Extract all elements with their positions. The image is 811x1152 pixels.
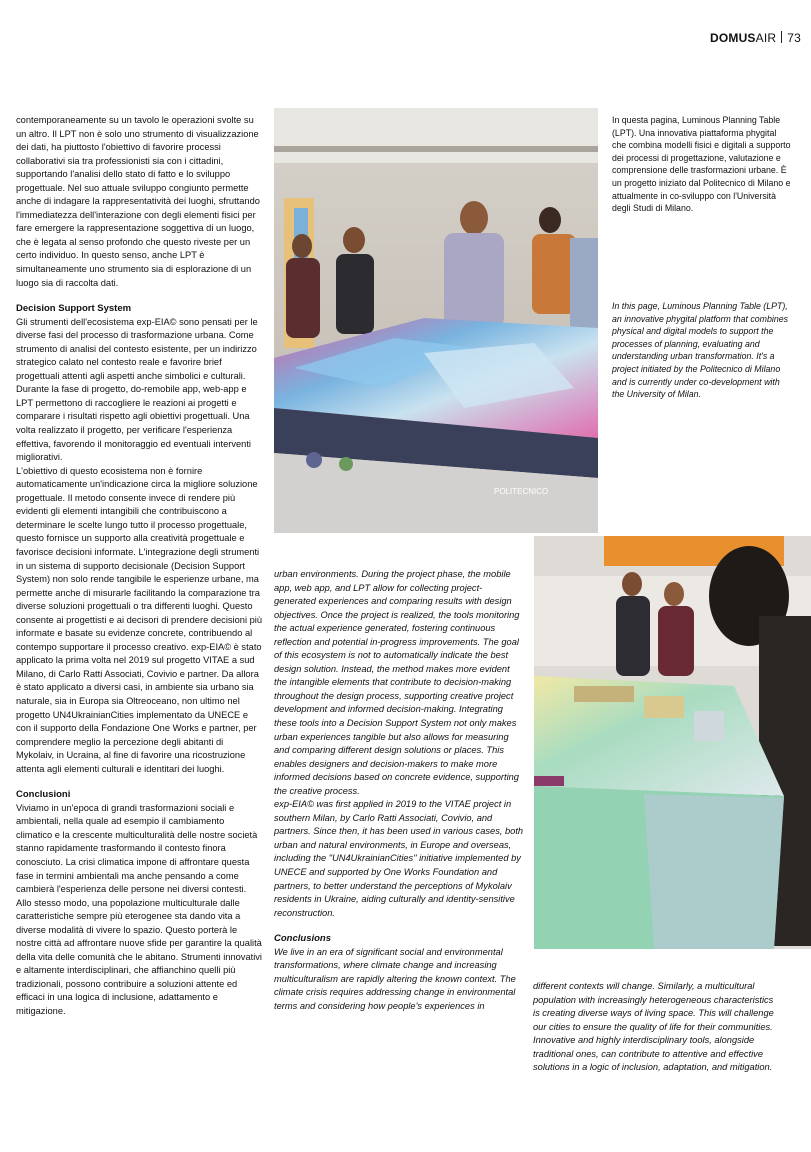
english-text-column — [274, 568, 524, 1014]
english-paragraph: different contexts will change. Similarly, a multicultural population with increasingly heterogeneous characteristics is creating diverse ways of living space. This will challenge our cities to ensure the quality of life for their communities. Innovative and highly interdisciplinary tools, alongside traditional ones, can contribute to attentive and effective solutions in a logic of inclusion, adaptation, and mitigation. — [533, 981, 774, 1073]
section-heading-conclusions: Conclusions — [274, 933, 332, 945]
header-divider — [781, 31, 782, 43]
english-text-column-continued — [533, 980, 778, 1075]
magazine-brand-suffix: AIR — [755, 31, 777, 45]
photo-luminous-planning-table-demo — [534, 536, 811, 949]
italian-paragraph: L'obiettivo di questo ecosistema non è fornire automaticamente un'indicazione circa la migliore soluzione progettuale. Il metodo consente invece di rendere più evidenti gli elementi intangibili che contribuiscono a determinare le scelte lungo tutto il processo progettuale, questo fornisce un supporto alla creatività progettuale e favorisce decisioni informate. L'integrazione degli strumenti in un sistema di supporto decisionale (Decision Support System) non solo rende tangibile le esperienze urbane, ma permette anche di misurarle facilitando la comparazione tra diverse soluzioni progettuali o tra differenti luoghi. Questo consente ai progettisti e ai decisori di prendere decisioni più informate e basate su evidenze concrete, contribuendo al contempo supportare il processo creativo. exp-EIA© è stato applicato la prima volta nel 2019 sul progetto VITAE a sud Milano, di Carlo Ratti Associati, Covivio e partner. Da allora è stato applicato a diversi casi, in ambiente sia urbano sia naturale, sia in Europa sia Oltreoceano, non ultimo nel progetto UN4UkrainianCities implementato da UNECE e con il supporto della Fondazione One Works e partner, per comprendere meglio la percezione degli abitanti di Mykolaiv, in Ucraina, al fine di favorire una ricostruzione attenta agli elementi culturali e identitari dei luoghi. — [16, 465, 262, 774]
english-paragraph: We live in an era of significant social and environmental transformations, where climate change and increasing multiculturalism are rapidly altering the known context. The climate crisis requires addressing change in environmental terms and considering how people's experiences in — [274, 946, 516, 1011]
photo-luminous-planning-table-room — [274, 108, 598, 533]
section-heading-decision-support: Decision Support System — [16, 303, 132, 315]
caption-english — [612, 300, 792, 401]
section-heading-conclusioni: Conclusioni — [16, 789, 71, 801]
italian-paragraph: Viviamo in un'epoca di grandi trasformazioni sociali e ambientali, nella quale ad esempio il cambiamento climatico e la crescente multiculturalità delle nostre società stanno rapidamente trasformando il contesto finora conosciuto. La crisi climatica impone di affrontare questa fase in termini ambientali ma anche pensando a come cambierà l'esperienza delle persone nei diversi contesti. Allo stesso modo, una popolazione multiculturale dalle caratteristiche sempre più eterogenee sta dando vita a diverse modalità di vivere lo spazio. Questo porterà le nostre città ad affrontare nuove sfide per garantire la qualità della vita delle comunità che le abitano. Strumenti innovativi e altamente interdisciplinari, che affianchino quelli più tradizionali, possono contribuire a soluzioni attente ed efficaci in una logica di inclusione, adattamento e mitigazione. — [16, 802, 262, 1016]
page-header — [710, 31, 801, 45]
english-paragraph: urban environments. During the project phase, the mobile app, web app, and LPT allow for collecting project-generated experiences and comparing results with design objectives. Once the project is realized, the tools monitoring the actual experience generated, fostering continuous reflection and potential in-progress improvements. The goal of this ecosystem is not to automatically indicate the best design solution. Instead, the method makes more evident the intangible elements that contribute to decision-making throughout the design process, supporting creative project development and informed decision-making. Integrating these tools into a Decision Support System not only makes urban experiences tangible but also allows for measuring and comparing different design solutions or places. This enables designers and decision-makers to make more informed decisions based on concrete evidence, supporting the creative process. — [274, 569, 520, 796]
page-number: 73 — [787, 31, 801, 45]
caption-italian — [612, 114, 792, 215]
english-paragraph: exp-EIA© was first applied in 2019 to the VITAE project in southern Milan, by Carlo Ratti Associati, Covivio, and partners. Since then, it has been used in various cases, both urban and natural environments, in Europe and overseas, including the "UN4UkrainianCities" initiative implemented by UNECE and supported by One Works Foundation and partners, to better understand the perceptions of Mykolaiv residents in Ukraine, aiding culturally and identity-sensitive reconstruction. — [274, 799, 524, 918]
italian-text-column — [16, 114, 262, 1019]
caption-text-it: In questa pagina, Luminous Planning Table (LPT). Una innovativa piattaforma phygital che combina modelli fisici e digitali a supporto dei processi di progettazione, valutazione e comprensione delle trasformazioni urbane. È un progetto iniziato dal Politecnico di Milano e attualmente in co-sviluppo con l'Università degli Studi di Milano. — [612, 115, 791, 214]
italian-paragraph: contemporaneamente su un tavolo le operazioni svolte su un altro. Il LPT non è solo uno strumento di visualizzazione dei dati, ha piuttosto l'obiettivo di favorire processi collaborativi sia tra professionisti sia con i cittadini, supportando l'analisi dello stato di fatto e lo sviluppo progettuale. Nel suo attuale sviluppo congiunto permette anche di indagare la rappresentatività dei luoghi, sfruttando l'immediatezza dell'interazione con degli elementi fisici per fare emergere la rappresentazione soggettiva di un luogo, che è legata al senso profondo che questo riveste per un certo individuo. In questo senso, anche LPT è simultaneamente uno strumento sia di esplorazione di un luogo sia di raccolta dati. — [16, 115, 260, 288]
politecnico-label: POLITECNICO — [494, 487, 549, 496]
caption-text-en: In this page, Luminous Planning Table (LPT), an innovative phygital platform that combines physical and digital models to support the processes of planning, evaluating and understanding urban transformation. It's a project initiated by the Politecnico di Milano and is currently under co-development with the University of Milan. — [612, 301, 789, 400]
italian-paragraph: Gli strumenti dell'ecosistema exp-EIA© sono pensati per le diverse fasi del processo di trasformazione urbana. Come strumento di analisi del contesto esistente, per un indirizzo strategico calato nel contesto reale e favorire brief progettuali attenti agli aspetti anche simbolici e culturali. Durante la fase di progetto, do-remobile app, web-app e LPT permettono di raccogliere le reazioni ai progetti e comparare i risultati rispetto agli obiettivi progettuali. Una volta realizzato il progetto, per verificare l'esperienza effettiva, favorendo il monitoraggio ed eventuali interventi migliorativi. — [16, 316, 258, 463]
magazine-brand: DOMUS — [709, 31, 756, 45]
